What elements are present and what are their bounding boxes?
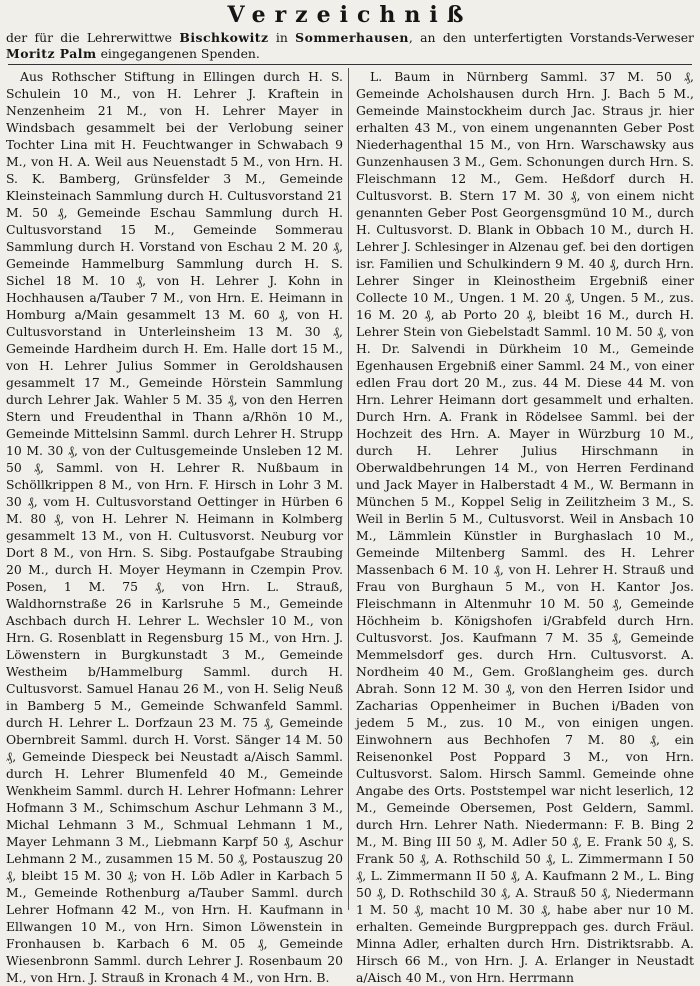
subtitle-text-1: der für die Lehrerwittwe	[6, 30, 173, 45]
subtitle-text-4: eingegangenen Spenden.	[100, 46, 260, 61]
column-divider	[348, 68, 349, 910]
widow-name: Bischkowitz	[179, 30, 269, 45]
header-rule	[8, 64, 692, 65]
subtitle-text-2: in	[275, 30, 288, 45]
right-column	[356, 68, 694, 985]
administrator-name: Moritz Palm	[6, 46, 97, 61]
town-name: Sommerhausen	[295, 30, 409, 45]
page-title: Verzeichniß	[227, 2, 473, 28]
page-subtitle	[6, 30, 694, 62]
left-column	[6, 68, 343, 985]
right-column-text: L. Baum in Nürnberg Samml. 37 M. 50 ₰, Gemeinde Acholshausen durch Hrn. J. Bach 5 M., Gemeinde Mainstockheim durch Jac. Straus jr. hier erhalten 43 M., von einem ungenannten Geber Post Niederhagenthal 15 M., von Hrn. Warschawsky aus Gunzenhausen 3 M., Gem. Schonungen durch Hrn. S. Fleischmann 12 M., Gem. Heßdorf durch H. Cultusvorst. B. Stern 17 M. 30 ₰, von einem nicht genannten Geber Post Georgensgmünd 10 M., durch H. Cultusvorst. D. Blank in Obbach 10 M., durch H. Lehrer J. Schlesinger in Alzenau gef. bei den dortigen isr. Familien und Schulkindern 9 M. 40 ₰, durch Hrn. Lehrer Singer in Kleinostheim Ergebniß einer Collecte 10 M., Ungen. 1 M. 20 ₰, Ungen. 5 M., zus. 16 M. 20 ₰, ab Porto 20 ₰, bleibt 16 M., durch H. Lehrer Stein von Giebelstadt Samml. 10 M. 50 ₰, von H. Dr. Salvendi in Dürkheim 10 M., Gemeinde Egenhausen Ergebniß einer Samml. 24 M., von einer edlen Frau dort 20 M., zus. 44 M. Diese 44 M. von Hrn. Lehrer Heimann dort gesammelt und erhalten. Durch Hrn. A. Frank in Rödelsee Samml. bei der Hochzeit des Hrn. A. Mayer in Würzburg 10 M., durch H. Lehrer Julius Hirschmann in Oberwaldbehrungen 14 M., von Herren Ferdinand und Jack Mayer in Halberstadt 4 M., W. Bermann in München 5 M., Koppel Selig in Zeilitzheim 3 M., S. Weil in Berlin 5 M., Cultusvorst. Weil in Ansbach 10 M., Lämmlein Künstler in Burghaslach 10 M., Gemeinde Miltenberg Samml. des H. Lehrer Massenbach 6 M. 10 ₰, von H. Lehrer H. Strauß und Frau von Burghaun 5 M., von H. Kantor Jos. Fleischmann in Altenmuhr 10 M. 50 ₰, Gemeinde Höchheim b. Königshofen i/Grabfeld durch Hrn. Cultusvorst. Jos. Kaufmann 7 M. 35 ₰, Gemeinde Memmelsdorf ges. durch Hrn. Cultusvorst. A. Nordheim 40 M., Gem. Großlangheim ges. durch Abrah. Sonn 12 M. 30 ₰, von den Herren Isidor und Zacharias Oppenheimer in Buchen i/Baden von jedem 5 M., zus. 10 M., von einigen ungen. Einwohnern aus Bechhofen 7 M. 80 ₰, ein Reisenonkel Post Poppard 3 M., von Hrn. Cultusvorst. Salom. Hirsch Samml. Gemeinde ohne Angabe des Orts. Poststempel war nicht leserlich, 12 M., Gemeinde Obersemen, Post Geldern, Samml. durch Hrn. Lehrer Nath. Niedermann: F. B. Bing 2 M., M. Bing III 50 ₰, M. Adler 50 ₰, E. Frank 50 ₰, S. Frank 50 ₰, A. Rothschild 50 ₰, L. Zimmermann I 50 ₰, L. Zimmermann II 50 ₰, A. Kaufmann 2 M., L. Bing 50 ₰, D. Rothschild 30 ₰, A. Strauß 50 ₰, Niedermann 1 M. 50 ₰, macht 10 M. 30 ₰, habe aber nur 10 M. erhalten. Gemeinde Burgpreppach ges. durch Fräul. Minna Adler, erhalten durch Hrn. Distriktsrabb. A. Hirsch 66 M., von Hrn. J. A. Erlanger in Neustadt a/Aisch 40 M., von Hrn. Herrmann	[356, 69, 694, 985]
left-column-text: Aus Rothscher Stiftung in Ellingen durch H. S. Schulein 10 M., von H. Lehrer J. Kraftein in Nenzenheim 21 M., von H. Lehrer Mayer in Windsbach gesammelt bei der Verlobung seiner Tochter Lina mit H. Feuchtwanger in Schwabach 9 M., von H. A. Weil aus Neuenstadt 5 M., von Hrn. H. S. K. Bamberg, Grünsfelder 3 M., Gemeinde Kleinsteinach Sammlung durch H. Cultusvorstand 21 M. 50 ₰, Gemeinde Eschau Sammlung durch H. Cultusvorstand 15 M., Gemeinde Sommerau Sammlung durch H. Vorstand von Eschau 2 M. 20 ₰, Gemeinde Hammelburg Sammlung durch H. S. Sichel 18 M. 10 ₰, von H. Lehrer J. Kohn in Hochhausen a/Tauber 7 M., von Hrn. E. Heimann in Homburg a/Main gesammelt 13 M. 60 ₰, von H. Cultusvorstand in Unterleinsheim 13 M. 30 ₰, Gemeinde Hardheim durch H. Em. Halle dort 15 M., von H. Lehrer Julius Sommer in Geroldshausen gesammelt 17 M., Gemeinde Hörstein Sammlung durch Lehrer Jak. Wahler 5 M. 35 ₰, von den Herren Stern und Freudenthal in Thann a/Rhön 10 M., Gemeinde Mittelsinn Samml. durch Lehrer H. Strupp 10 M. 30 ₰, von der Cultusgemeinde Unsleben 12 M. 50 ₰, Samml. von H. Lehrer R. Nußbaum in Schöllkrippen 8 M., von Hrn. F. Hirsch in Lohr 3 M. 30 ₰, vom H. Cultusvorstand Oettinger in Hürben 6 M. 80 ₰, von H. Lehrer N. Heimann in Kolmberg gesammelt 13 M., von H. Cultusvorst. Neuburg vor Dort 8 M., von Hrn. S. Sibg. Postaufgabe Straubing 20 M., durch H. Moyer Heymann in Czempin Prov. Posen, 1 M. 75 ₰, von Hrn. L. Strauß, Waldhornstraße 26 in Karlsruhe 5 M., Gemeinde Aschbach durch H. Lehrer L. Wechsler 10 M., von Hrn. G. Rosenblatt in Regensburg 15 M., von Hrn. J. Löwenstern in Burgkunstadt 3 M., Gemeinde Westheim b/Hammelburg Samml. durch H. Cultusvorst. Samuel Hanau 26 M., von H. Selig Neuß in Bamberg 5 M., Gemeinde Schwanfeld Samml. durch H. Lehrer L. Dorfzaun 23 M. 75 ₰, Gemeinde Obernbreit Samml. durch H. Vorst. Sänger 14 M. 50 ₰, Gemeinde Diespeck bei Neustadt a/Aisch Samml. durch H. Lehrer Blumenfeld 40 M., Gemeinde Wenkheim Samml. durch H. Lehrer Hofmann: Lehrer Hofmann 3 M., Schimschum Aschur Lehmann 3 M., Michal Lehmann 3 M., Schmual Lehmann 1 M., Mayer Lehmann 3 M., Liebmann Karpf 50 ₰, Aschur Lehmann 2 M., zusammen 15 M. 50 ₰, Postauszug 20 ₰, bleibt 15 M. 30 ₰; von H. Löb Adler in Karbach 5 M., Gemeinde Rothenburg a/Tauber Samml. durch Lehrer Hofmann 42 M., von Hrn. H. Kaufmann in Ellwangen 10 M., von Hrn. Simon Löwenstein in Fronhausen b. Karbach 6 M. 05 ₰, Gemeinde Wiesenbronn Samml. durch Lehrer J. Rosenbaum 20 M., von Hrn. J. Strauß in Kronach 4 M., von Hrn. B.	[6, 69, 343, 985]
subtitle-text-3: , an den unterfertigten Vorstands-Verweser	[408, 30, 694, 45]
